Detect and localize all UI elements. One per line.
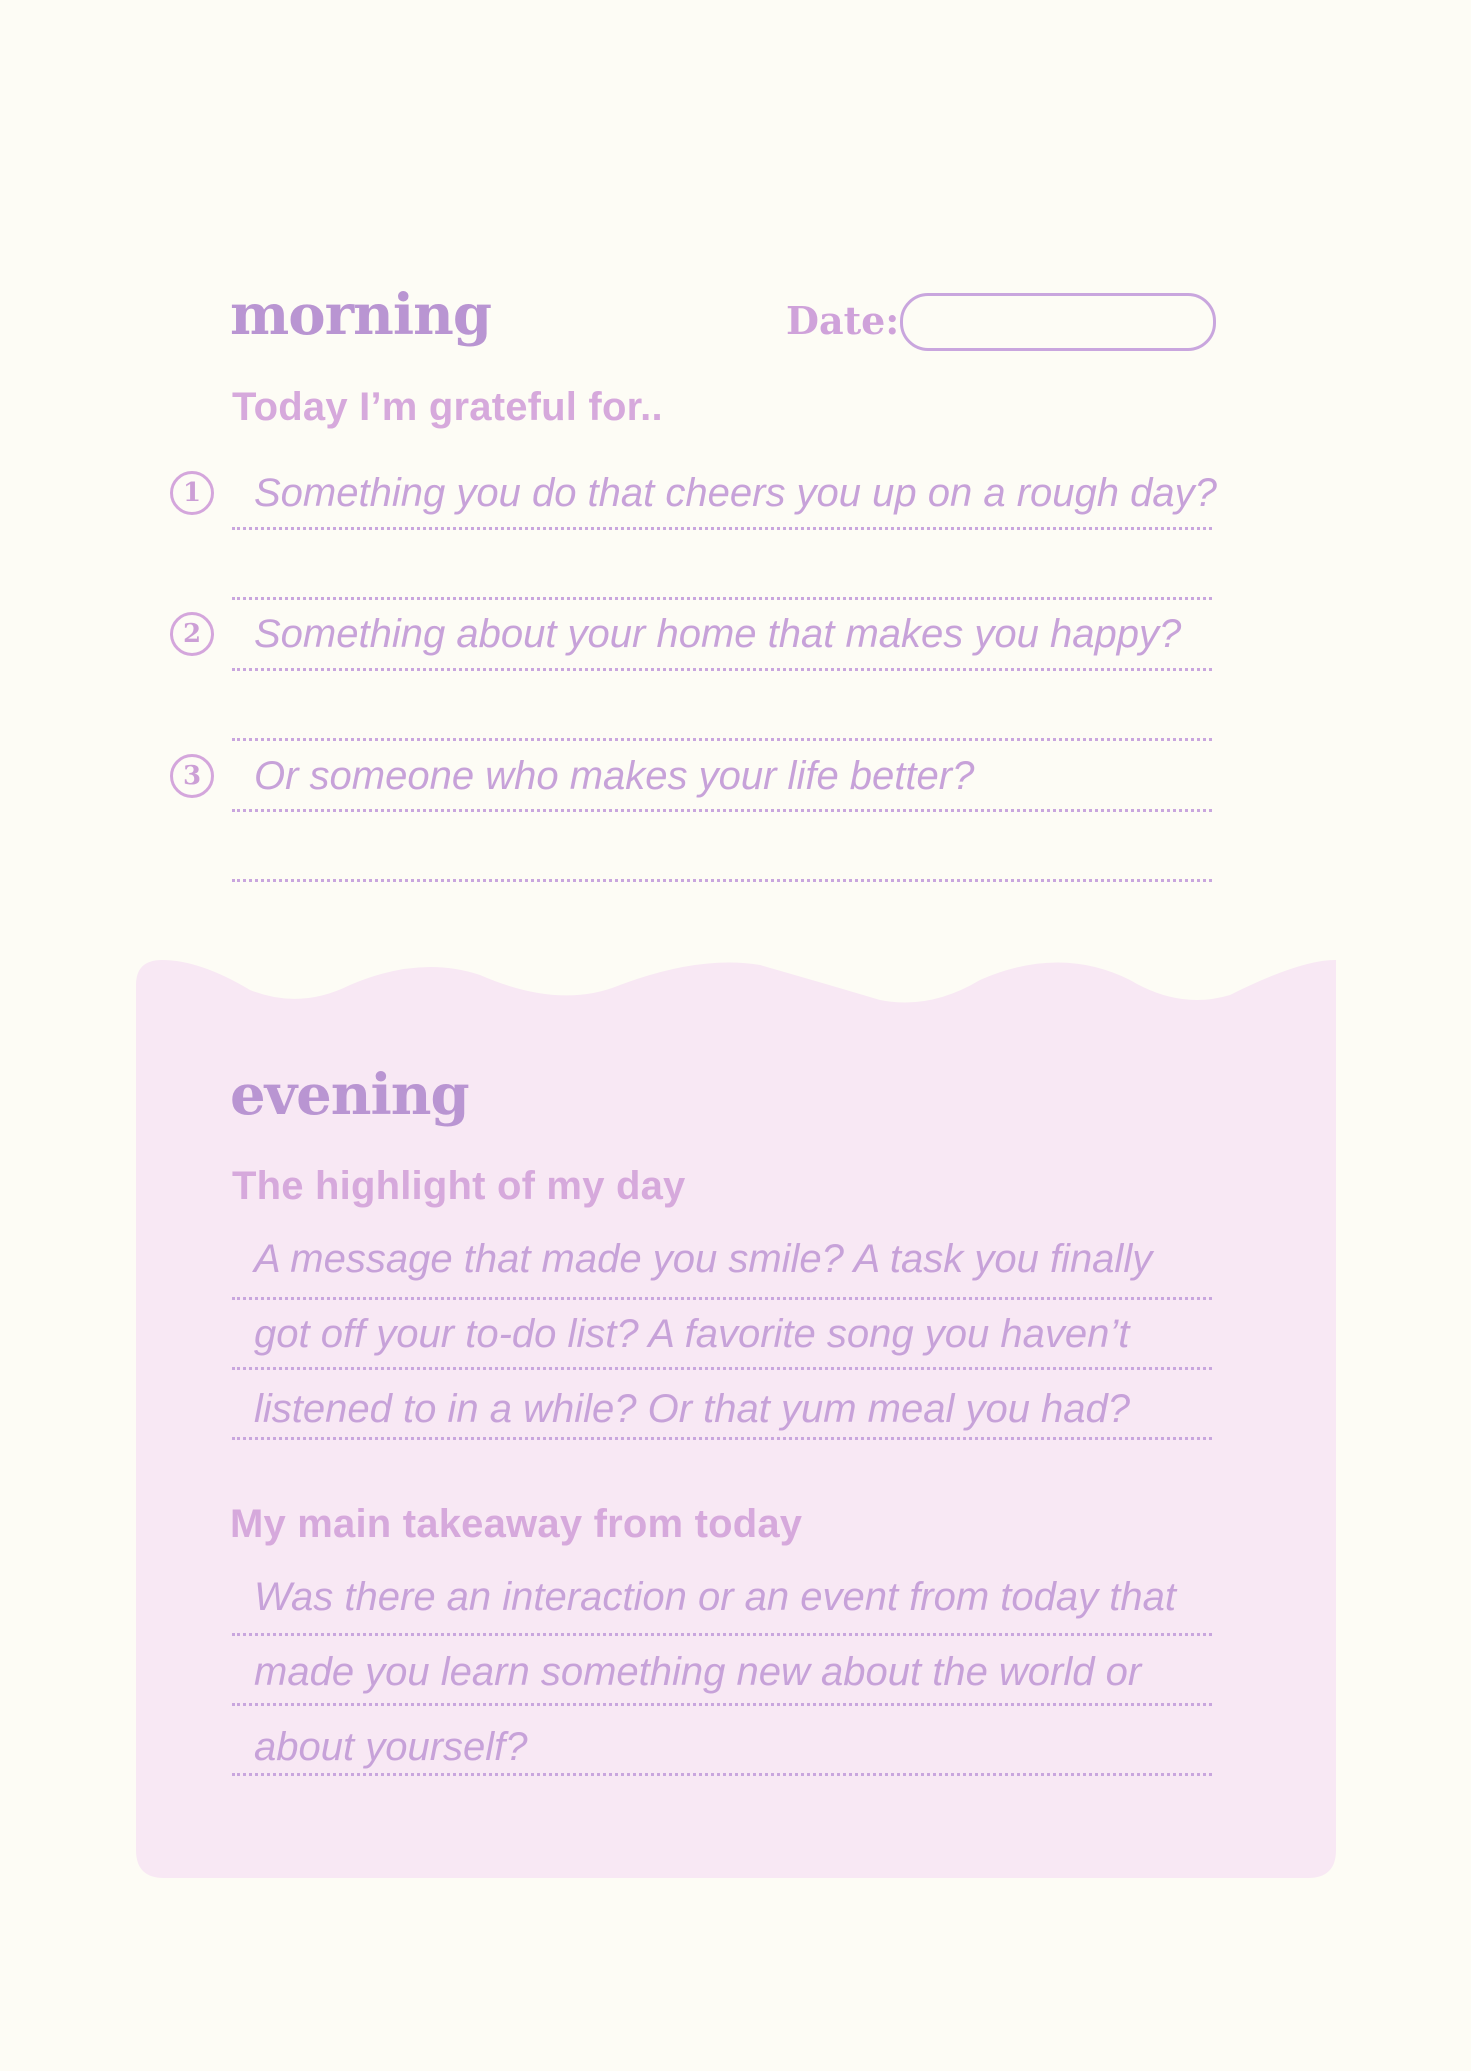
highlight-prompt-line-1: A message that made you smile? A task you finally — [254, 1237, 1153, 1281]
item-number-3: 3 — [170, 754, 214, 798]
grateful-prompt-2: Something about your home that makes you happy? — [254, 612, 1182, 656]
evening-title: evening — [230, 1062, 469, 1128]
grateful-heading: Today I’m grateful for.. — [232, 385, 663, 429]
highlight-line[interactable] — [232, 1437, 1212, 1440]
grateful-line[interactable] — [232, 879, 1212, 882]
highlight-prompt-line-3: listened to in a while? Or that yum meal you had? — [254, 1387, 1131, 1431]
grateful-line[interactable] — [232, 527, 1212, 530]
grateful-prompt-3: Or someone who makes your life better? — [254, 754, 975, 798]
grateful-line[interactable] — [232, 597, 1212, 600]
highlight-prompt-line-2: got off your to-do list? A favorite song you haven’t — [254, 1312, 1130, 1356]
date-label: Date: — [786, 298, 900, 343]
highlight-heading: The highlight of my day — [232, 1164, 686, 1208]
takeaway-prompt-line-2: made you learn something new about the world or — [254, 1650, 1142, 1694]
grateful-line[interactable] — [232, 809, 1212, 812]
takeaway-prompt-line-3: about yourself? — [254, 1725, 528, 1769]
grateful-line[interactable] — [232, 738, 1212, 741]
takeaway-line[interactable] — [232, 1773, 1212, 1776]
date-field[interactable] — [900, 293, 1216, 351]
takeaway-heading: My main takeaway from today — [230, 1502, 803, 1546]
highlight-line[interactable] — [232, 1367, 1212, 1370]
grateful-prompt-1: Something you do that cheers you up on a rough day? — [254, 471, 1217, 515]
item-number-1: 1 — [170, 471, 214, 515]
takeaway-line[interactable] — [232, 1633, 1212, 1636]
takeaway-line[interactable] — [232, 1703, 1212, 1706]
highlight-line[interactable] — [232, 1297, 1212, 1300]
grateful-line[interactable] — [232, 668, 1212, 671]
takeaway-prompt-line-1: Was there an interaction or an event from today that — [254, 1575, 1176, 1619]
item-number-2: 2 — [170, 612, 214, 656]
morning-title: morning — [230, 282, 491, 348]
